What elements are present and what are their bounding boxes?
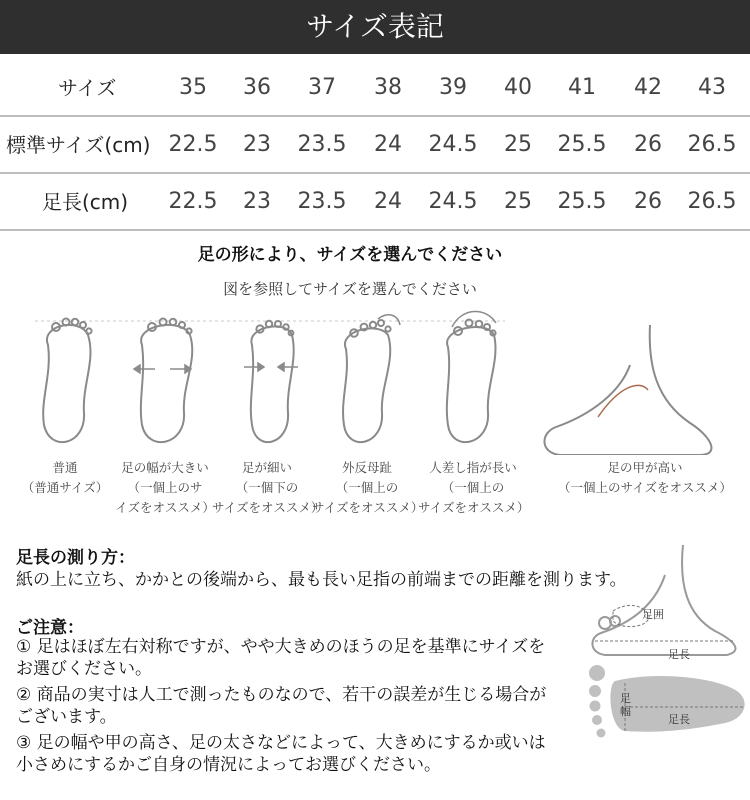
table-row-size xyxy=(0,60,750,116)
table-row-standard xyxy=(0,117,750,173)
caption-line: （普通サイズ） xyxy=(21,480,109,495)
table-row-foot-length xyxy=(0,174,750,230)
caption-line: （一個上のサ xyxy=(127,480,203,495)
measurement-diagram xyxy=(575,545,750,775)
caption-line: サイズをオススメ） xyxy=(212,500,324,515)
caption-line: イズをオススメ） xyxy=(115,500,215,515)
table-cell: 38 xyxy=(374,75,402,100)
caption-line: 外反母趾 xyxy=(341,460,392,475)
caption-line: サイズをオススメ） xyxy=(418,500,530,515)
row-label: サイズ xyxy=(58,76,117,100)
foot-caption-bunion xyxy=(312,458,422,518)
table-cell: 24 xyxy=(374,132,402,157)
table-divider xyxy=(0,229,750,231)
measure-text: 紙の上に立ち、かかとの後端から、最も長い足指の前端までの距離を測ります。 xyxy=(16,570,627,590)
foot-narrow-icon xyxy=(251,321,294,442)
note-line: ございます。 xyxy=(16,707,117,727)
table-cell: 24.5 xyxy=(428,132,478,157)
diagram-label-length-side: 足長 xyxy=(668,648,690,661)
table-cell: 25 xyxy=(504,132,532,157)
table-cell: 26.5 xyxy=(687,189,737,214)
caption-line: （一個下の xyxy=(235,480,299,495)
caption-line: 普通 xyxy=(52,460,78,475)
note-item xyxy=(16,732,576,776)
note-line: ③ 足の幅や甲の高さ、足の太さなどによって、大きめにするか或いは xyxy=(16,733,546,753)
table-cell: 36 xyxy=(243,75,271,100)
table-cell: 26.5 xyxy=(687,132,737,157)
table-cell: 40 xyxy=(504,75,532,100)
caption-line: 足の幅が大きい xyxy=(121,460,209,475)
diagram-label-length-bottom: 足長 xyxy=(668,713,690,726)
table-cell: 35 xyxy=(179,75,207,100)
table-cell: 24 xyxy=(374,189,402,214)
row-label: 標準サイズ(cm) xyxy=(6,133,151,157)
caption-line: 人差し指が長い xyxy=(429,460,517,475)
table-cell: 25.5 xyxy=(557,132,607,157)
table-cell: 25 xyxy=(504,189,532,214)
table-cell: 25.5 xyxy=(557,189,607,214)
row-label: 足長(cm) xyxy=(42,190,129,214)
foot-caption-long-toe xyxy=(418,458,528,518)
note-line: ② 商品の実寸は人工で測ったものなので、若干の誤差が生じる場合が xyxy=(16,685,547,705)
foot-normal-icon xyxy=(43,319,91,443)
foot-caption-normal xyxy=(20,458,110,498)
guide-subtitle: 図を参照してサイズを選んでください xyxy=(223,280,477,298)
foot-shapes-illustration xyxy=(0,305,750,455)
foot-side-outline-icon xyxy=(592,545,735,655)
note-line: ① 足はほぼ左右対称ですが、やや大きめのほうの足を基準にサイズを xyxy=(16,637,546,657)
table-cell: 42 xyxy=(634,75,662,100)
foot-caption-narrow xyxy=(212,458,322,518)
table-cell: 22.5 xyxy=(168,189,218,214)
table-cell: 23 xyxy=(243,132,271,157)
caption-line: （一個上の xyxy=(335,480,399,495)
caption-line: 足の甲が高い xyxy=(607,460,683,475)
foot-caption-wide xyxy=(110,458,220,518)
page-header xyxy=(0,0,750,54)
diagram-label-width: 足 幅 xyxy=(620,692,631,718)
note-line: 小さめにするかご自身の情況によってお選びください。 xyxy=(16,755,441,775)
notes-heading: ご注意： xyxy=(16,618,84,638)
table-cell: 26 xyxy=(634,132,662,157)
diagram-label-girth: 足囲 xyxy=(642,608,664,621)
header-title: サイズ表記 xyxy=(306,10,444,43)
table-cell: 23.5 xyxy=(297,132,347,157)
note-item xyxy=(16,636,576,680)
note-line: お選びください。 xyxy=(16,659,152,679)
caption-line: 足が細い xyxy=(241,460,292,475)
foot-caption-instep xyxy=(555,458,735,498)
caption-line: サイズをオススメ） xyxy=(312,500,424,515)
guide-title: 足の形により、サイズを選んでください xyxy=(197,245,503,265)
table-cell: 43 xyxy=(698,75,726,100)
note-item xyxy=(16,684,576,728)
table-cell: 41 xyxy=(568,75,596,100)
table-cell: 23.5 xyxy=(297,189,347,214)
table-cell: 39 xyxy=(439,75,467,100)
table-cell: 37 xyxy=(308,75,336,100)
foot-long-toe-icon xyxy=(447,311,496,442)
foot-wide-icon xyxy=(141,319,192,443)
footprint-icon xyxy=(589,665,745,738)
table-cell: 23 xyxy=(243,189,271,214)
table-cell: 22.5 xyxy=(168,132,218,157)
measure-heading: 足長の測り方： xyxy=(16,548,135,568)
table-cell: 24.5 xyxy=(428,189,478,214)
caption-line: （一個上のサイズをオススメ） xyxy=(558,480,732,495)
foot-high-instep-icon xyxy=(544,325,711,455)
caption-line: （一個上の xyxy=(441,480,505,495)
foot-bunion-icon xyxy=(343,315,400,442)
table-cell: 26 xyxy=(634,189,662,214)
